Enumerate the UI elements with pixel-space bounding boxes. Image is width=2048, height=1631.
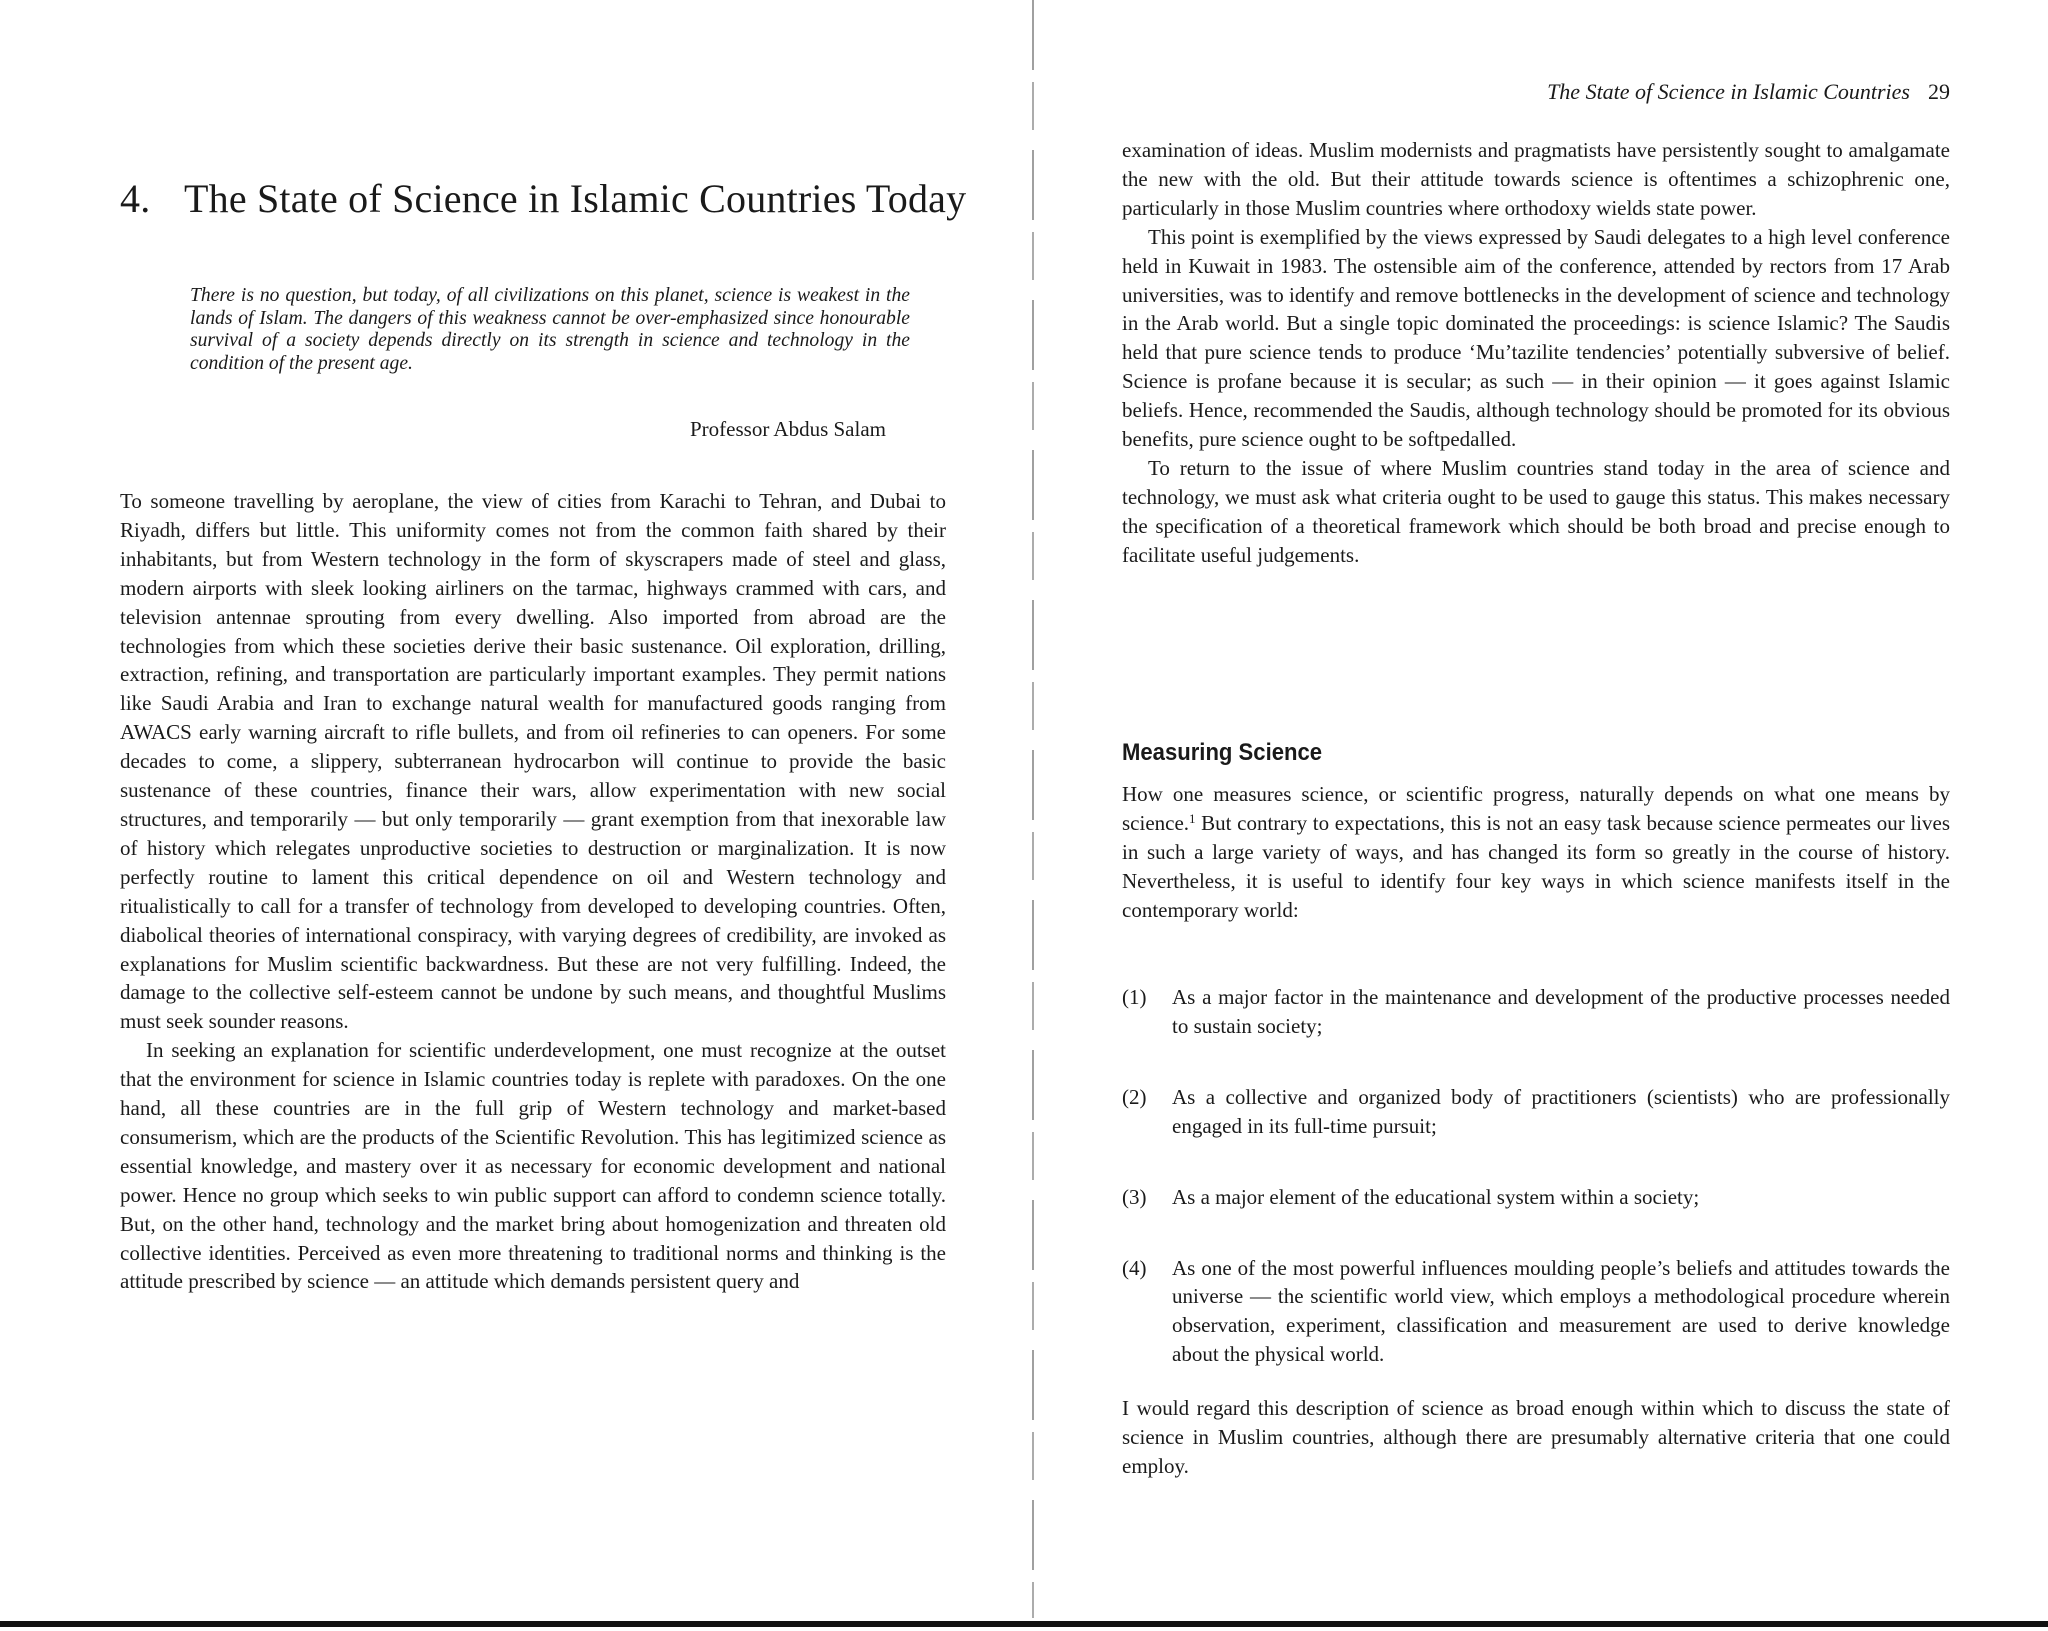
list-item (1122, 983, 1950, 1041)
paragraph: examination of ideas. Muslim modernists and pragmatists have persistently sought to amalgamate the new with the old. But their attitude towards science is oftentimes a schizophrenic one, particularly in those Muslim countries where orthodoxy wields state power. (1122, 138, 1950, 220)
criteria-list (1122, 983, 1950, 1369)
list-item-text: As one of the most powerful influences moulding people’s beliefs and attitudes towards the universe — the scientific world view, which employs a methodological procedure wherein observation, experiment, classification and measurement are used to derive knowledge about the physical world. (1172, 1255, 1950, 1367)
left-body-text (120, 487, 946, 1296)
intro-text-continued: But contrary to expectations, this is not an easy task because science permeates our lives in such a large variety of ways, and has changed its form so greatly in the course of history. Nevertheless, it is useful to identify four key ways in which science manifests itself in the contemporary world: (1122, 810, 1950, 922)
list-marker: (4) (1122, 1255, 1147, 1280)
list-item (1122, 1254, 1950, 1370)
list-marker: (1) (1122, 985, 1147, 1009)
section-heading: Measuring Science (1122, 738, 1323, 766)
running-head-title: The State of Science in Islamic Countries (1547, 79, 1910, 104)
right-body-text (1122, 136, 1950, 570)
paragraph: To someone travelling by aeroplane, the view of cities from Karachi to Tehran, and Dubai to Riyadh, differs but little. This uniformity comes not from the common faith shared by their inhabitants, but from Western technology in the form of skyscrapers made of steel and glass, modern airports with sleek looking airliners on the tarmac, highways crammed with cars, and television antennae sprouting from every dwelling. Also imported from abroad are the technologies from which these societies derive their basic sustenance. Oil exploration, drilling, extraction, refining, and transportation are particularly important examples. They permit nations like Saudi Arabia and Iran to exchange natural wealth for manufactured goods ranging from AWACS early warning aircraft to rifle bullets, and from oil refineries to can openers. For some decades to come, a slippery, subterranean hydrocarbon will continue to provide the basic sustenance of these countries, finance their wars, allow experimentation with new social structures, and temporarily — but only temporarily — grant exemption from that inexorable law of history which relegates unproductive societies to destruction or marginalization. It is now perfectly routine to lament this critical dependence on oil and Western technology and ritualistically to call for a transfer of technology from developed to developing countries. Often, diabolical theories of international conspiracy, with varying degrees of credibility, are invoked as explanations for Muslim scientific backwardness. But these are not very fulfilling. Indeed, the damage to the collective self-esteem cannot be undone by such means, and thoughtful Muslims must seek sounder reasons. (120, 489, 946, 1034)
footnote-marker: 1 (1189, 810, 1196, 826)
list-marker: (3) (1122, 1184, 1147, 1209)
closing-paragraph (1122, 1394, 1950, 1481)
chapter-number: 4. (120, 175, 151, 221)
intro-text: How one measures science, or scientific progress, naturally depends on what one means by science. (1122, 782, 1950, 835)
page-number: 29 (1928, 79, 1950, 104)
paragraph (1122, 780, 1950, 925)
list-item-text: As a major element of the educational system within a society; (1172, 1184, 1700, 1209)
paragraph: In seeking an explanation for scientific underdevelopment, one must recognize at the outset that the environment for science in Islamic countries today is replete with paradoxes. On the one hand, all these countries are in the full grip of Western technology and market-based consumerism, which are the products of the Scientific Revolution. This has legitimized science as essential knowledge, and mastery over it as necessary for economic development and national power. Hence no group which seeks to win public support can afford to condemn science totally. But, on the other hand, technology and the market bring about homogenization and threaten old collective identities. Perceived as even more threatening to traditional norms and thinking is the attitude prescribed by science — an attitude which demands persistent query and (120, 1038, 946, 1294)
list-item (1122, 1183, 1950, 1212)
paragraph: This point is exemplified by the views expressed by Saudi delegates to a high level conference held in Kuwait in 1983. The ostensible aim of the conference, attended by rectors from 17 Arab universities, was to identify and remove bottlenecks in the development of science and technology in the Arab world. But a single topic dominated the proceedings: is science Islamic? The Saudis held that pure science tends to produce ‘Mu’tazilite tendencies’ potentially subversive of belief. Science is profane because it is secular; as such — in their opinion — it goes against Islamic beliefs. Hence, recommended the Saudis, although technology should be promoted for its obvious benefits, pure science ought to be softpedalled. (1122, 224, 1950, 452)
section-intro (1122, 780, 1950, 925)
chapter-title (120, 175, 1010, 223)
paragraph: To return to the issue of where Muslim countries stand today in the area of science and technology, we must ask what criteria ought to be used to gauge this status. This makes necessary the specification of a theoretical framework which should be both broad and precise enough to facilitate useful judgements. (1122, 455, 1950, 567)
running-head (1470, 78, 1950, 106)
list-marker: (2) (1122, 1084, 1147, 1109)
bottom-edge-rule (0, 1621, 2048, 1627)
gutter-fold (1032, 0, 1034, 1618)
paragraph: I would regard this description of science as broad enough within which to discuss the state of science in Muslim countries, although there are presumably alternative criteria that one could employ. (1122, 1396, 1950, 1478)
chapter-title-text: The State of Science in Islamic Countries Today (184, 175, 967, 221)
epigraph-attribution: Professor Abdus Salam (690, 417, 886, 441)
epigraph: There is no question, but today, of all civilizations on this planet, science is weakest in the lands of Islam. The dangers of this weakness cannot be over-emphasized since honourable survival of a society depends directly on its strength in science and technology in the condition of the present age. (190, 285, 910, 374)
list-item-text: As a collective and organized body of practitioners (scientists) who are professionally engaged in its full-time pursuit; (1172, 1084, 1950, 1138)
list-item-text: As a major factor in the maintenance and development of the productive processes needed to sustain society; (1172, 985, 1950, 1038)
list-item (1122, 1083, 1950, 1141)
